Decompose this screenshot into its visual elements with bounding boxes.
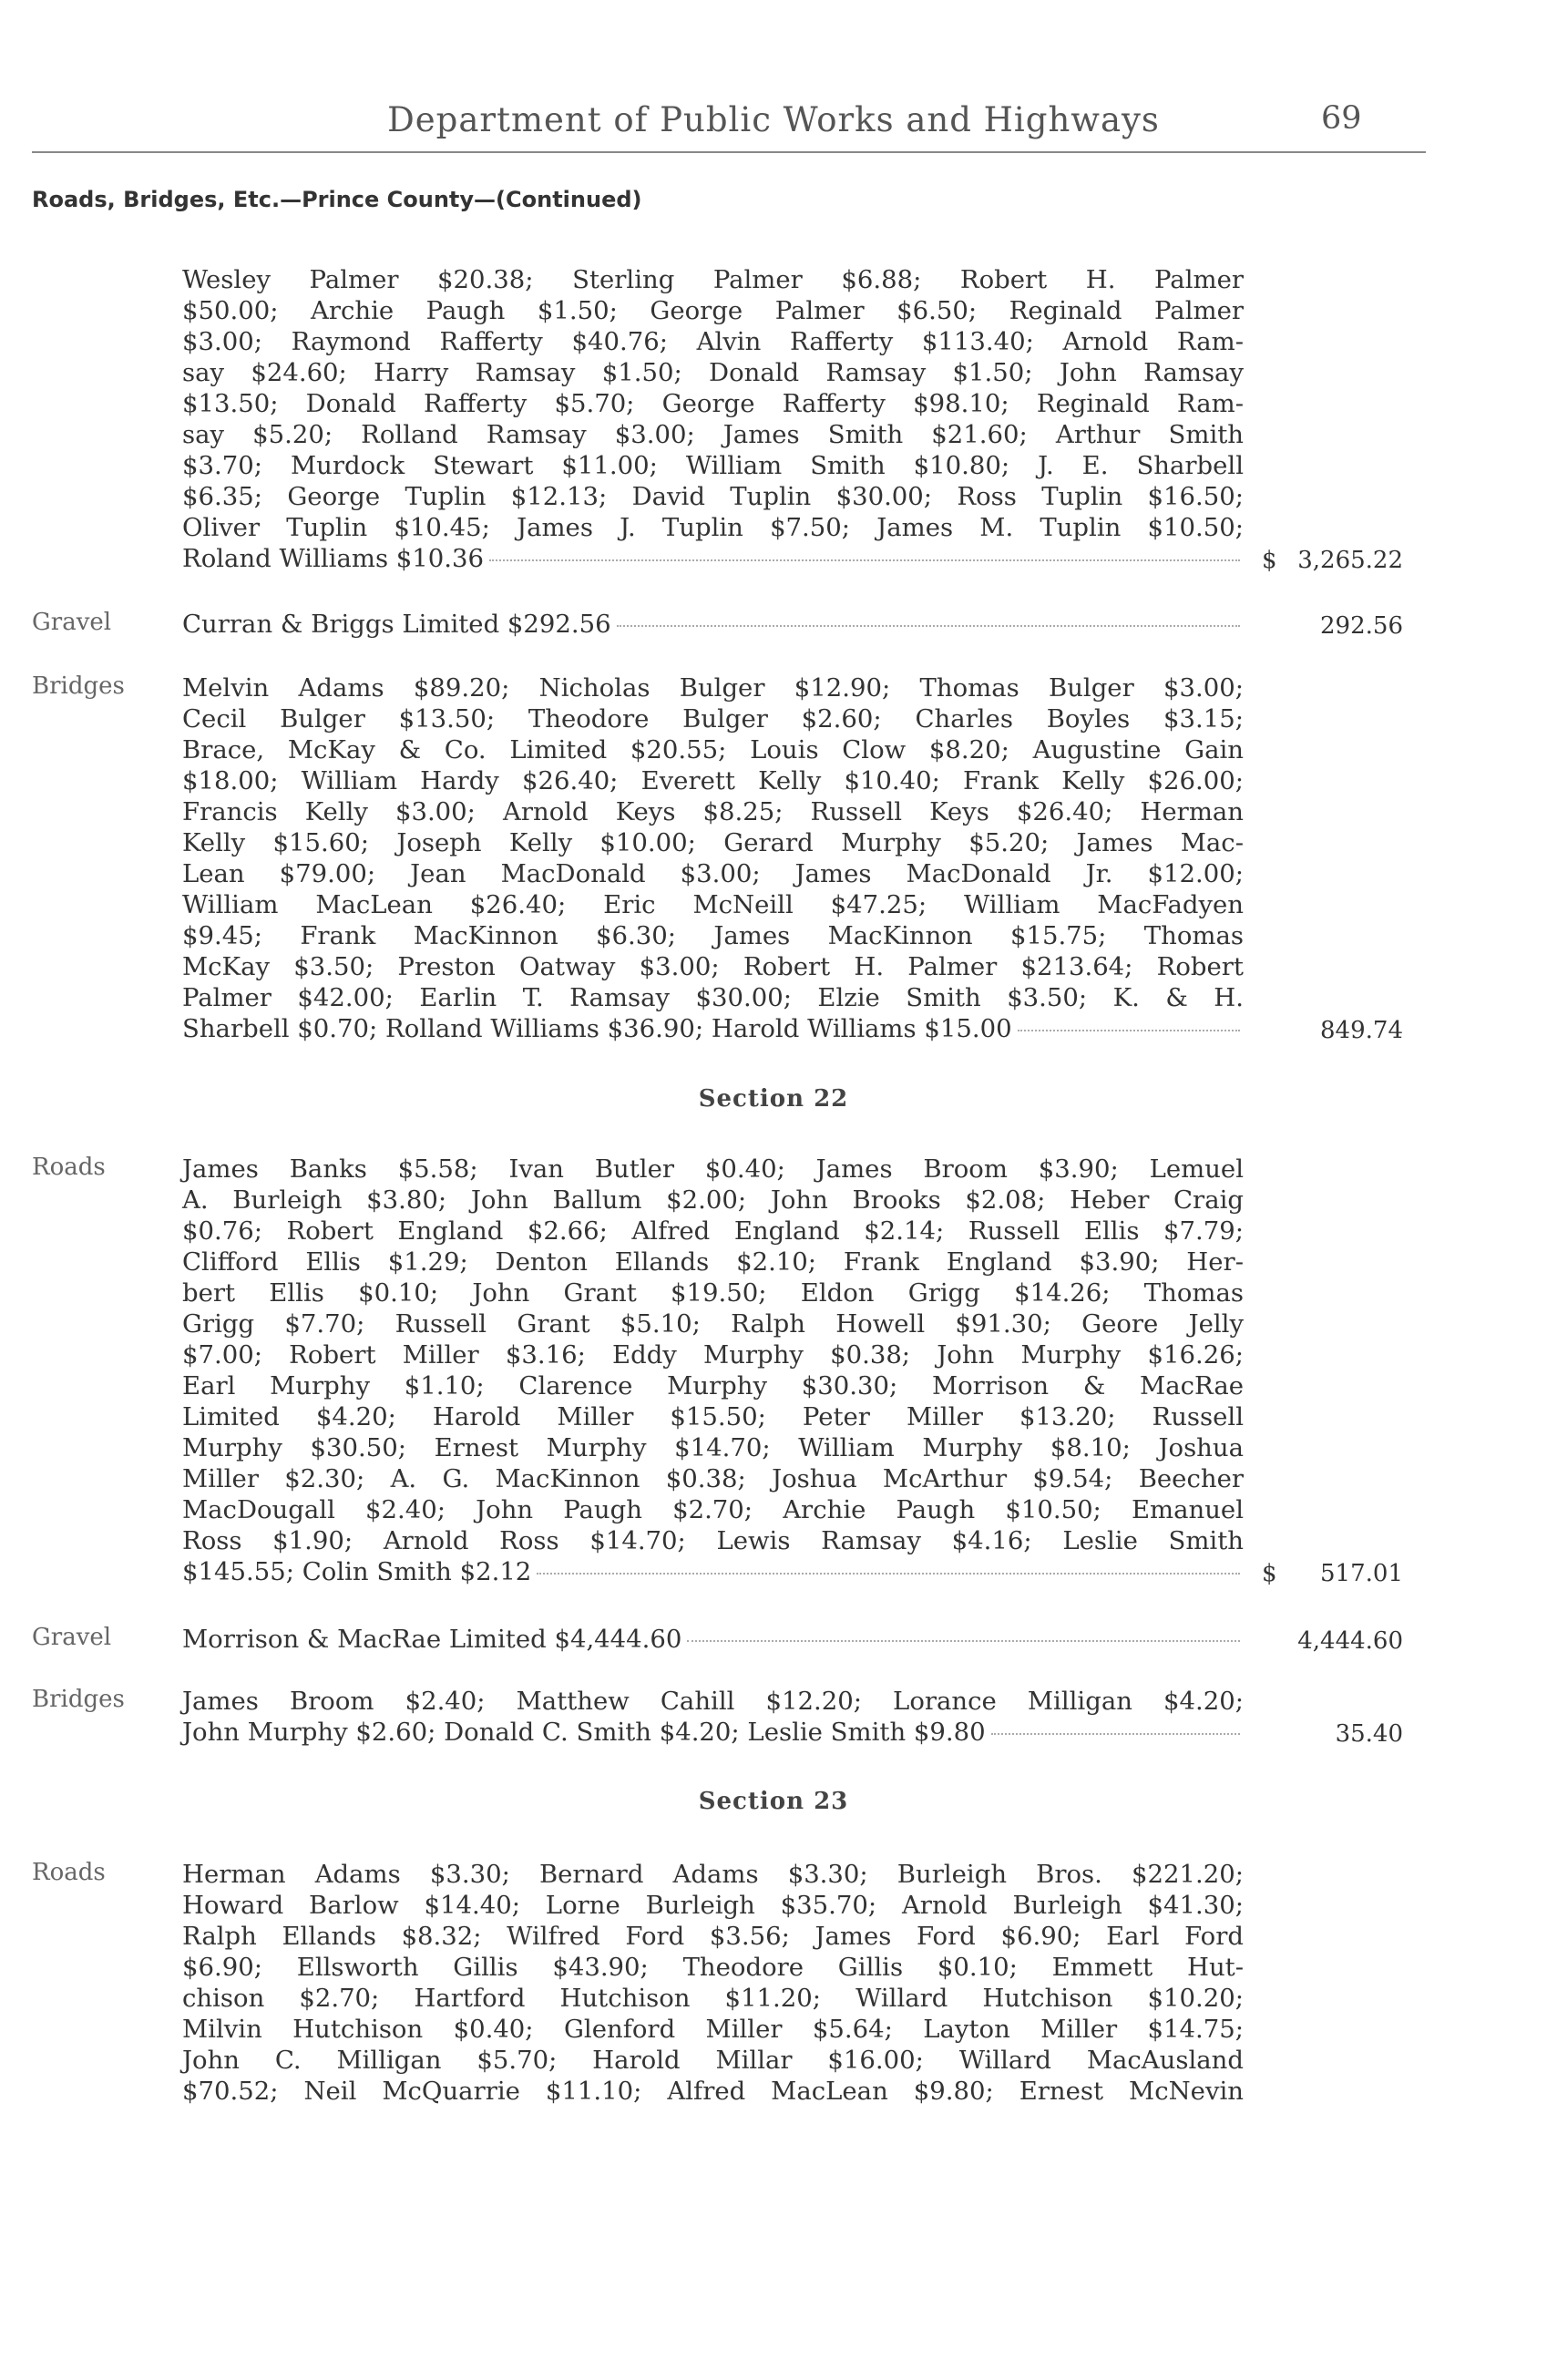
dot-leader: [1018, 1030, 1240, 1031]
entry-line: Cecil Bulger $13.50; Theodore Bulger $2.60; Charles Boyles $3.15;: [182, 704, 1244, 733]
entry-line: John C. Milligan $5.70; Harold Millar $16.00; Willard MacAusland: [182, 2046, 1244, 2075]
entry-line: Clifford Ellis $1.29; Denton Ellands $2.10; Frank England $3.90; Her-: [182, 1247, 1244, 1277]
category-label: Gravel: [32, 1624, 112, 1651]
entry-total: [1262, 612, 1403, 640]
entry-line: Murphy $30.50; Ernest Murphy $14.70; William Murphy $8.10; Joshua: [182, 1433, 1244, 1462]
entry-line: Kelly $15.60; Joseph Kelly $10.00; Gerard Murphy $5.20; James Mac-: [182, 828, 1244, 857]
entry-total: [1262, 1560, 1403, 1587]
continued-heading: Roads, Bridges, Etc.—Prince County—(Continued): [32, 187, 642, 212]
entry-total: [1262, 1627, 1403, 1655]
entry-line: $6.90; Ellsworth Gillis $43.90; Theodore Gillis $0.10; Emmett Hut-: [182, 1953, 1244, 1982]
entry-line: Milvin Hutchison $0.40; Glenford Miller $5.64; Layton Miller $14.75;: [182, 2015, 1244, 2044]
entry-line: $3.70; Murdock Stewart $11.00; William Smith $10.80; J. E. Sharbell: [182, 451, 1244, 480]
entry-line: $9.45; Frank MacKinnon $6.30; James MacKinnon $15.75; Thomas: [182, 921, 1244, 950]
total-value: 4,444.60: [1297, 1627, 1403, 1655]
entry-last-line: [182, 1624, 1244, 1655]
page-number: 69: [1321, 100, 1362, 137]
entry-text: [182, 1686, 1244, 1748]
entry-line: Howard Barlow $14.40; Lorne Burleigh $35.70; Arnold Burleigh $41.30;: [182, 1891, 1244, 1920]
dot-leader: [687, 1640, 1240, 1642]
entry-line: Curran & Briggs Limited $292.56: [182, 610, 611, 639]
entry-text: [182, 609, 1244, 640]
entry-text: [182, 264, 1244, 574]
page-title: Department of Public Works and Highways: [387, 100, 1160, 139]
entry-line: say $5.20; Rolland Ramsay $3.00; James Smith $21.60; Arthur Smith: [182, 420, 1244, 449]
section-heading: Section 22: [698, 1085, 849, 1113]
entry-line: McKay $3.50; Preston Oatway $3.00; Robert H. Palmer $213.64; Robert: [182, 952, 1244, 981]
entry-line: Grigg $7.70; Russell Grant $5.10; Ralph Howell $91.30; Geore Jelly: [182, 1309, 1244, 1339]
entry-total: [1262, 1720, 1403, 1748]
entry-line: $6.35; George Tuplin $12.13; David Tuplin $30.00; Ross Tuplin $16.50;: [182, 482, 1244, 511]
entry-line: James Banks $5.58; Ivan Butler $0.40; James Broom $3.90; Lemuel: [182, 1154, 1244, 1184]
dot-leader: [991, 1733, 1240, 1735]
entry-text: [182, 1859, 1244, 2107]
entry-line: Earl Murphy $1.10; Clarence Murphy $30.30; Morrison & MacRae: [182, 1371, 1244, 1400]
category-label: Bridges: [32, 1686, 125, 1713]
total-value: 3,265.22: [1297, 547, 1403, 574]
entry-line: James Broom $2.40; Matthew Cahill $12.20; Lorance Milligan $4.20;: [182, 1687, 1244, 1716]
total-value: 849.74: [1320, 1017, 1403, 1044]
entry-line: Oliver Tuplin $10.45; James J. Tuplin $7.50; James M. Tuplin $10.50;: [182, 513, 1244, 542]
entry-line: Palmer $42.00; Earlin T. Ramsay $30.00; Elzie Smith $3.50; K. & H.: [182, 983, 1244, 1012]
entry-line: MacDougall $2.40; John Paugh $2.70; Archie Paugh $10.50; Emanuel: [182, 1495, 1244, 1524]
entry-line: William MacLean $26.40; Eric McNeill $47.25; William MacFadyen: [182, 890, 1244, 919]
entry-line: $7.00; Robert Miller $3.16; Eddy Murphy $0.38; John Murphy $16.26;: [182, 1340, 1244, 1370]
entry-line: Ross $1.90; Arnold Ross $14.70; Lewis Ramsay $4.16; Leslie Smith: [182, 1526, 1244, 1555]
entry-line: John Murphy $2.60; Donald C. Smith $4.20; Leslie Smith $9.80: [182, 1718, 986, 1747]
entry-last-line: [182, 543, 1244, 574]
dollar-sign: $: [1262, 1560, 1277, 1587]
entry-line: Miller $2.30; A. G. MacKinnon $0.38; Joshua McArthur $9.54; Beecher: [182, 1464, 1244, 1493]
entry-line: say $24.60; Harry Ramsay $1.50; Donald Ramsay $1.50; John Ramsay: [182, 358, 1244, 387]
entry-line: Limited $4.20; Harold Miller $15.50; Peter Miller $13.20; Russell: [182, 1402, 1244, 1431]
entry-line: Roland Williams $10.36: [182, 544, 485, 573]
dollar-sign: $: [1262, 547, 1277, 574]
entry-line: $13.50; Donald Rafferty $5.70; George Rafferty $98.10; Reginald Ram-: [182, 389, 1244, 418]
entry-line: $18.00; William Hardy $26.40; Everett Kelly $10.40; Frank Kelly $26.00;: [182, 766, 1244, 795]
category-label: Gravel: [32, 609, 112, 636]
entry-total: [1262, 1017, 1403, 1044]
entry-last-line: [182, 1556, 1244, 1587]
category-label: Roads: [32, 1859, 106, 1886]
entry-text: [182, 672, 1244, 1044]
entry-line: $145.55; Colin Smith $2.12: [182, 1557, 532, 1586]
entry-line: chison $2.70; Hartford Hutchison $11.20; Willard Hutchison $10.20;: [182, 1984, 1244, 2013]
entry-line: Herman Adams $3.30; Bernard Adams $3.30; Burleigh Bros. $221.20;: [182, 1860, 1244, 1889]
category-label: Roads: [32, 1154, 106, 1181]
entry-line: $3.00; Raymond Rafferty $40.76; Alvin Rafferty $113.40; Arnold Ram-: [182, 327, 1244, 356]
entry-line: Francis Kelly $3.00; Arnold Keys $8.25; Russell Keys $26.40; Herman: [182, 797, 1244, 826]
entry-line: Melvin Adams $89.20; Nicholas Bulger $12.90; Thomas Bulger $3.00;: [182, 673, 1244, 703]
entry-last-line: [182, 1717, 1244, 1748]
entry-line: Wesley Palmer $20.38; Sterling Palmer $6.88; Robert H. Palmer: [182, 265, 1244, 294]
total-value: 35.40: [1335, 1720, 1403, 1748]
entry-line: Ralph Ellands $8.32; Wilfred Ford $3.56; James Ford $6.90; Earl Ford: [182, 1922, 1244, 1951]
entry-line: A. Burleigh $3.80; John Ballum $2.00; John Brooks $2.08; Heber Craig: [182, 1185, 1244, 1215]
entry-last-line: [182, 609, 1244, 640]
entry-line: $0.76; Robert England $2.66; Alfred England $2.14; Russell Ellis $7.79;: [182, 1216, 1244, 1246]
entry-line: $50.00; Archie Paugh $1.50; George Palmer $6.50; Reginald Palmer: [182, 296, 1244, 325]
entry-line: bert Ellis $0.10; John Grant $19.50; Eldon Grigg $14.26; Thomas: [182, 1278, 1244, 1308]
entry-total: [1262, 547, 1403, 574]
dot-leader: [489, 559, 1240, 561]
entry-line: Morrison & MacRae Limited $4,444.60: [182, 1625, 682, 1654]
total-value: 517.01: [1320, 1560, 1403, 1587]
header-rule: [32, 151, 1426, 153]
entry-text: [182, 1624, 1244, 1655]
dot-leader: [617, 625, 1240, 627]
entry-line: $70.52; Neil McQuarrie $11.10; Alfred MacLean $9.80; Ernest McNevin: [182, 2077, 1244, 2106]
entry-line: Brace, McKay & Co. Limited $20.55; Louis Clow $8.20; Augustine Gain: [182, 735, 1244, 764]
entry-last-line: [182, 1013, 1244, 1044]
page-header: [0, 91, 1547, 146]
category-label: Bridges: [32, 672, 125, 700]
entry-text: [182, 1154, 1244, 1587]
entry-line: Sharbell $0.70; Rolland Williams $36.90; Harold Williams $15.00: [182, 1014, 1012, 1043]
section-heading: Section 23: [698, 1788, 849, 1815]
total-value: 292.56: [1320, 612, 1403, 640]
dot-leader: [537, 1573, 1240, 1575]
entry-line: Lean $79.00; Jean MacDonald $3.00; James MacDonald Jr. $12.00;: [182, 859, 1244, 888]
